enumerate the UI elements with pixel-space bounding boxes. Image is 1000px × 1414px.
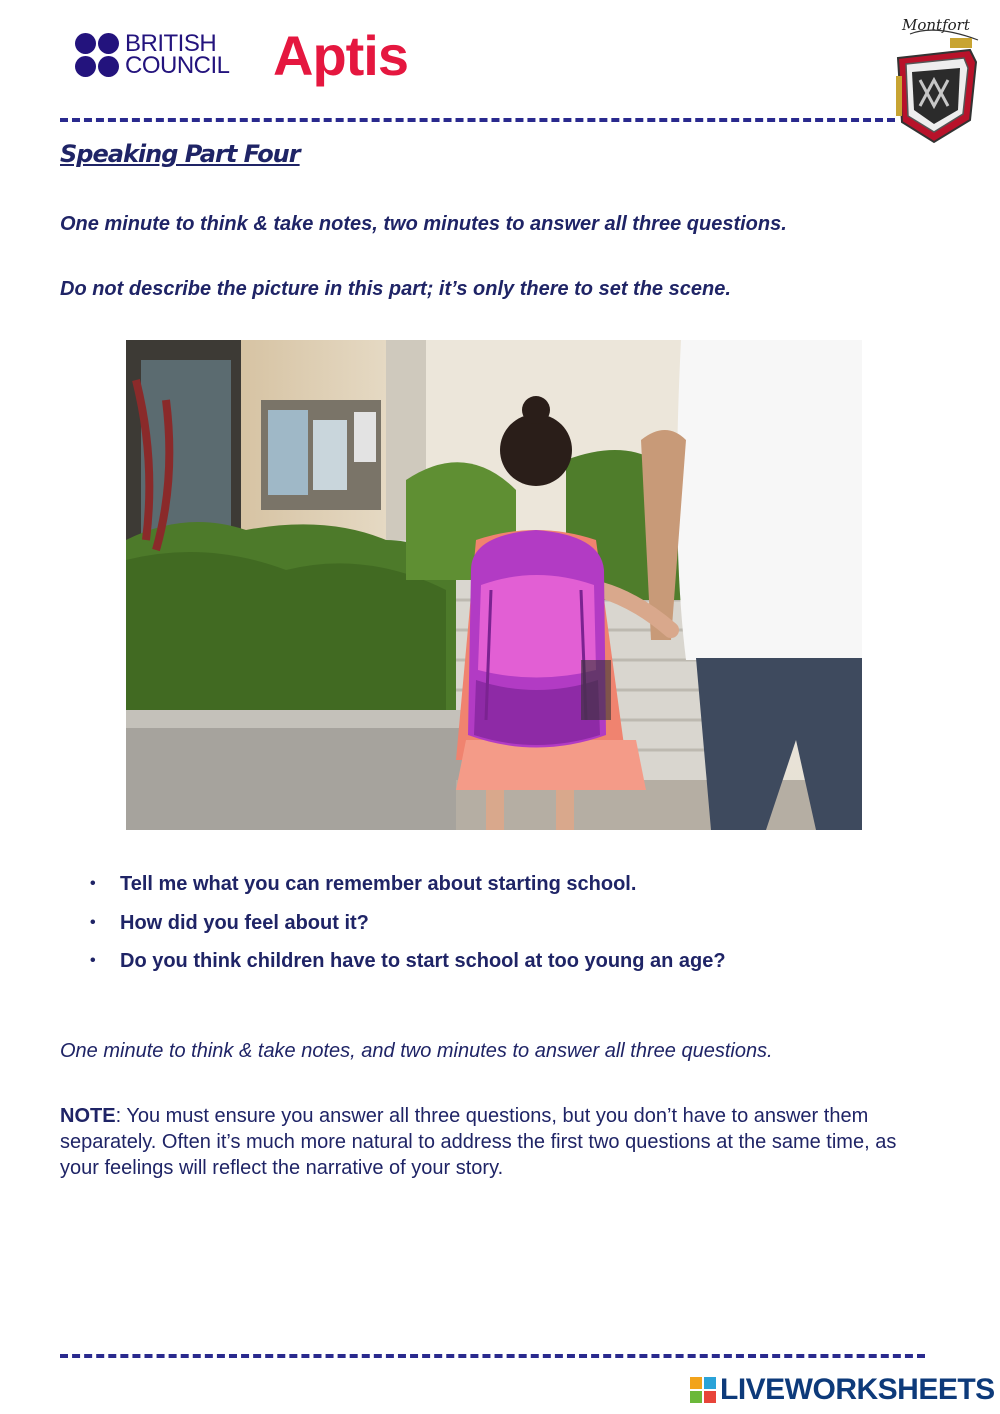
liveworksheets-logo[interactable] xyxy=(690,1372,995,1408)
list-item: • Tell me what you can remember about starting school. xyxy=(90,873,637,895)
montfort-crest-icon xyxy=(890,10,985,145)
aptis-logo: Aptis xyxy=(273,24,408,87)
note-text: : You must ensure you answer all three questions, but you don’t have to answer them separately. Often it’s much more natural to address the first two questions at the same time, as your feelings will reflect the narrative of your story. xyxy=(60,1105,897,1179)
top-divider xyxy=(60,118,895,122)
list-item: • How did you feel about it? xyxy=(90,911,369,934)
picture-instruction: Do not describe the picture in this part; it’s only there to set the scene. xyxy=(60,278,731,300)
timing-reminder: One minute to think & take notes, and two minutes to answer all three questions. xyxy=(60,1040,773,1062)
note-paragraph xyxy=(60,1103,920,1181)
british-council-wordmark: BRITISH COUNCIL xyxy=(125,30,230,79)
british-council-logo-icon xyxy=(75,33,121,79)
note-label: NOTE xyxy=(60,1105,116,1127)
section-heading: Speaking Part Four xyxy=(60,140,300,168)
list-item: • Do you think children have to start school at too young an age? xyxy=(90,950,726,972)
question-list xyxy=(90,870,726,986)
liveworksheets-wordmark: LIVEWORKSHEETS xyxy=(720,1373,995,1406)
school-scene-photo xyxy=(126,340,862,830)
timing-instruction: One minute to think & take notes, two minutes to answer all three questions. xyxy=(60,213,787,235)
bottom-divider xyxy=(60,1354,925,1358)
crest-signature: Montfort xyxy=(902,16,970,34)
liveworksheets-icon xyxy=(690,1377,716,1403)
